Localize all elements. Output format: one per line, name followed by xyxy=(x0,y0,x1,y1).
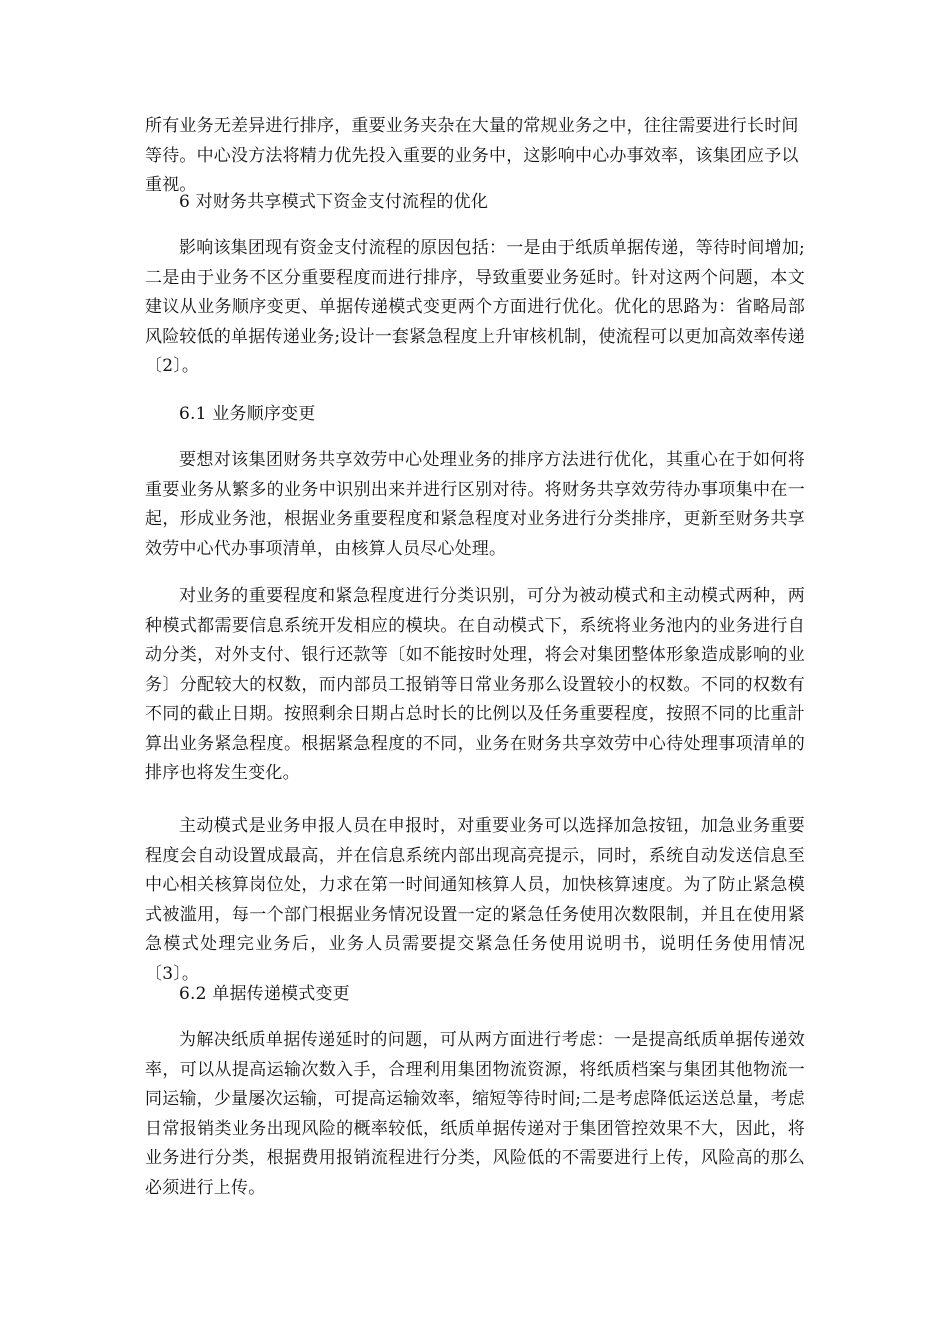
paragraph-6-2-a: 为解决纸质单据传递延时的问题，可从两方面进行考虑：一是提高纸质单据传递效率，可以从提高运输次数入手，合理利用集团物流资源，将纸质档案与集团其他物流一同运输，少量屡次运输，可提高运输效率，缩短等待时间;二是考虑降低运送总量，考虑日常报销类业务出现风险的概率较低，纸质单据传递对于集团管控效果不大，因此，将业务进行分类，根据费用报销流程进行分类，风险低的不需要进行上传，风险高的那么必须进行上传。 xyxy=(145,1030,805,1198)
paragraph-6-intro: 影响该集团现有资金支付流程的原因包括：一是由于纸质单据传递，等待时间增加;二是由于业务不区分重要程度而进行排序，导致重要业务延时。针对这两个问题，本文建议从业务顺序变更、单据传递模式变更两个方面进行优化。优化的思路为：省略局部风险较低的单据传递业务;设计一套紧急程度上升审核机制，使流程可以更加高效率传递〔2〕。 xyxy=(145,238,805,376)
paragraph-continued: 所有业务无差异进行排序，重要业务夹杂在大量的常规业务之中，往往需要进行长时间等待。中心没方法将精力优先投入重要的业务中，这影响中心办事效率，该集团应予以重视。 xyxy=(145,116,799,195)
section-heading-6-1: 6.1 业务顺序变更 xyxy=(179,404,316,424)
paragraph-6-1-b: 对业务的重要程度和紧急程度进行分类识别，可分为被动模式和主动模式两种，两种模式都需要信息系统开发相应的模块。在自动模式下，系统将业务池内的业务进行自动分类，对外支付、银行还款等〔如不能按时处理，将会对集团整体形象造成影响的业务〕分配较大的权数，而内部员工报销等日常业务那么设置较小的权数。不同的权数有不同的截止日期。按照剩余日期占总时长的比例以及任务重要程度，按照不同的比重計算出业务紧急程度。根据紧急程度的不同，业务在财务共享效劳中心待处理事项清单的排序也将发生变化。 xyxy=(145,586,805,783)
paragraph-6-1-a: 要想对该集团财务共享效劳中心处理业务的排序方法进行优化，其重心在于如何将重要业务从繁多的业务中识别出来并进行区别对待。将财务共享效劳待办事项集中在一起，形成业务池，根据业务重要程度和紧急程度对业务进行分类排序，更新至财务共享效劳中心代办事项清单，由核算人员尽心处理。 xyxy=(145,450,805,559)
paragraph-6-1-c: 主动模式是业务申报人员在申报时，对重要业务可以选择加急按钮，加急业务重要程度会自动设置成最高，并在信息系统内部出现高亮提示，同时，系统自动发送信息至中心相关核算岗位处，力求在第一时间通知核算人员，加快核算速度。为了防止紧急模式被滥用，每一个部门根据业务情况设置一定的紧急任务使用次数限制，并且在使用紧急模式处理完业务后，业务人员需要提交紧急任务使用说明书，说明任务使用情况〔3〕。 xyxy=(145,816,805,984)
section-heading-6: 6 对财务共享模式下资金支付流程的优化 xyxy=(179,192,489,212)
section-heading-6-2: 6.2 单据传递模式变更 xyxy=(179,984,350,1004)
